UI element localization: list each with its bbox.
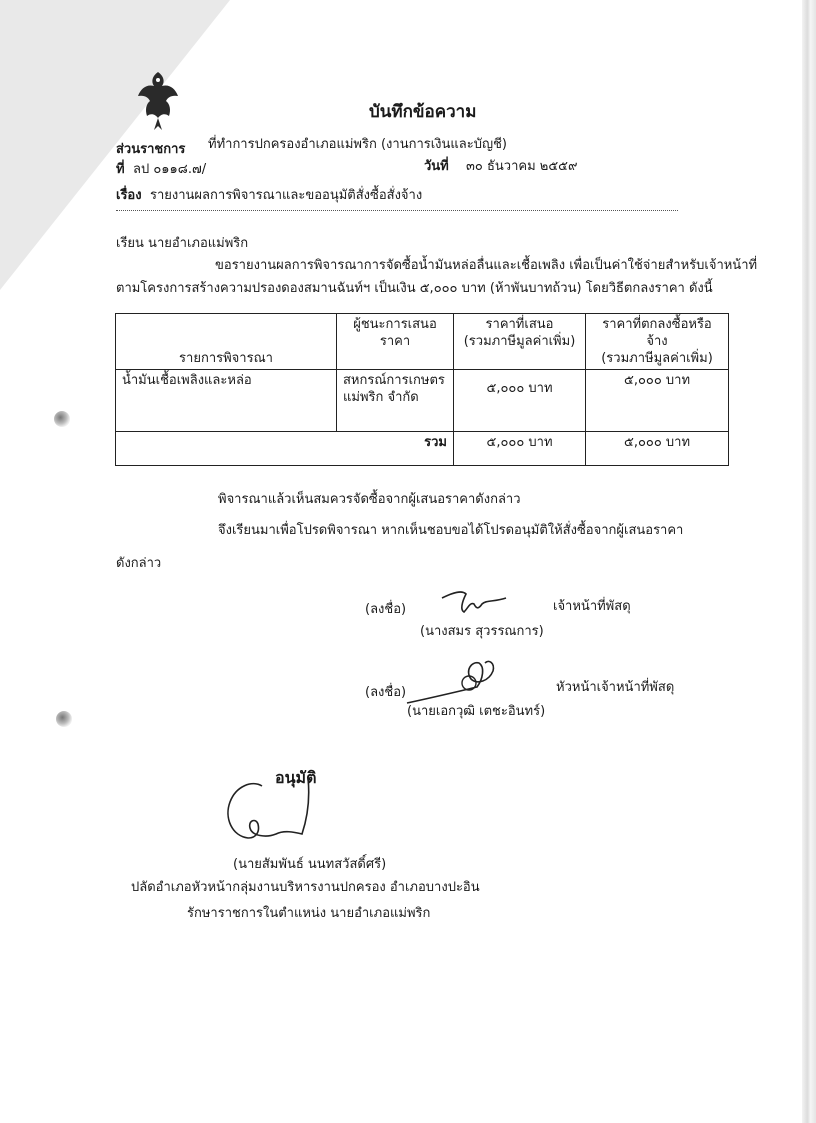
total-label: รวม — [116, 432, 454, 466]
sign-label-1: (ลงชื่อ) — [365, 602, 407, 617]
signer-2-name: (นายเอกวุฒิ เตชะอินทร์) — [407, 704, 546, 719]
row-winner — [337, 370, 454, 432]
row-winner-line-2: แม่พริก จำกัด — [343, 390, 419, 405]
stacked-page-edge — [802, 0, 816, 1123]
price-table — [115, 313, 729, 466]
paragraph-1-line-1: ขอรายงานผลการพิจารณาการจัดซื้อน้ำมันหล่อลื่นและเชื้อเพลิง เพื่อเป็นค่าใช้จ่ายสำหรับเจ้าหน้าที่ — [215, 258, 758, 273]
row-offer: ๕,๐๐๐ บาท — [454, 370, 586, 432]
salutation: เรียน นายอำเภอแม่พริก — [116, 236, 249, 251]
header-offer — [454, 314, 586, 370]
table-header-row — [116, 314, 729, 370]
approver-position-1: ปลัดอำเภอหัวหน้ากลุ่มงานบริหารงานปกครอง อำเภอบางปะอิน — [131, 880, 480, 895]
garuda-emblem-icon — [135, 68, 181, 134]
department-value: ที่ทำการปกครองอำเภอแม่พริก (งานการเงินและบัญชี) — [208, 137, 507, 152]
signature-2-icon — [405, 657, 505, 707]
date-value: ๓๐ ธันวาคม ๒๕๕๙ — [466, 159, 578, 174]
paragraph-3-line-2: ดังกล่าว — [116, 556, 162, 571]
sign-label-2: (ลงชื่อ) — [365, 685, 407, 700]
date-label: วันที่ — [424, 159, 449, 174]
header-agreed — [586, 314, 729, 370]
punch-hole — [54, 411, 70, 427]
subject-label: เรื่อง — [116, 188, 142, 203]
header-agreed-line-2: (รวมภาษีมูลค่าเพิ่ม) — [601, 351, 713, 366]
memo-title: บันทึกข้อความ — [369, 102, 477, 122]
table-row — [116, 370, 729, 432]
approver-signature-icon — [222, 776, 317, 846]
signature-1-icon — [440, 588, 510, 618]
row-item: น้ำมันเชื้อเพลิงและหล่อ — [116, 370, 337, 432]
signer-1-role: เจ้าหน้าที่พัสดุ — [553, 599, 631, 614]
ref-label: ที่ — [116, 162, 125, 177]
row-agreed: ๕,๐๐๐ บาท — [586, 370, 729, 432]
punch-hole — [56, 711, 72, 727]
paragraph-1-line-2: ตามโครงการสร้างความปรองดองสมานฉันท์ฯ เป็นเงิน ๕,๐๐๐ บาท (ห้าพันบาทถ้วน) โดยวิธีตกลงราคา ดังนี้ — [116, 281, 713, 296]
total-offer: ๕,๐๐๐ บาท — [454, 432, 586, 466]
separator-line — [116, 210, 678, 211]
header-item — [116, 314, 337, 370]
department-label: ส่วนราชการ — [116, 142, 186, 157]
approver-position-2: รักษาราชการในตำแหน่ง นายอำเภอแม่พริก — [187, 906, 431, 921]
ref-value: ลป ๐๑๑๘.๗/ — [133, 162, 207, 177]
header-offer-line-2: (รวมภาษีมูลค่าเพิ่ม) — [463, 334, 576, 349]
subject-value: รายงานผลการพิจารณาและขออนุมัติสั่งซื้อสั่งจ้าง — [150, 188, 423, 203]
header-winner-line-1: ผู้ชนะการเสนอ — [353, 317, 437, 332]
approve-label: อนุมัติ — [275, 768, 317, 787]
paragraph-2: พิจารณาแล้วเห็นสมควรจัดซื้อจากผู้เสนอราคาดังกล่าว — [218, 492, 521, 507]
header-offer-line-1: ราคาที่เสนอ — [485, 317, 554, 332]
total-agreed: ๕,๐๐๐ บาท — [586, 432, 729, 466]
approver-name: (นายสัมพันธ์ นนทสวัสดิ์ศรี) — [233, 857, 387, 872]
signer-2-role: หัวหน้าเจ้าหน้าที่พัสดุ — [556, 680, 675, 695]
header-agreed-line-1: ราคาที่ตกลงซื้อหรือจ้าง — [602, 317, 712, 349]
header-winner-line-2: ราคา — [379, 334, 411, 349]
row-winner-line-1: สหกรณ์การเกษตร — [343, 373, 445, 388]
signer-1-name: (นางสมร สุวรรณการ) — [420, 624, 544, 639]
table-total-row — [116, 432, 729, 466]
header-item-text: รายการพิจารณา — [179, 351, 273, 366]
header-winner — [337, 314, 454, 370]
paragraph-3-line-1: จึงเรียนมาเพื่อโปรดพิจารณา หากเห็นชอบขอได้โปรดอนุมัติให้สั่งซื้อจากผู้เสนอราคา — [218, 523, 684, 538]
